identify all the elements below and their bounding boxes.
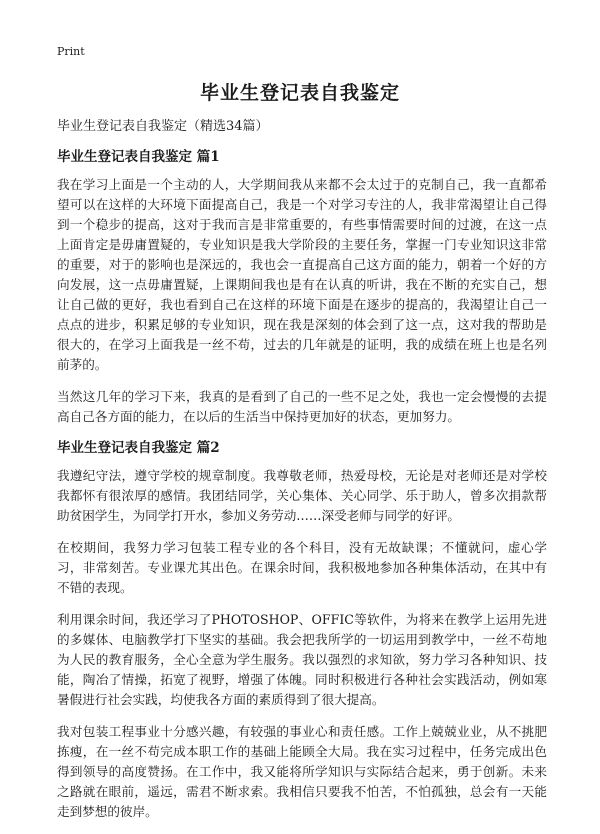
document-body xyxy=(57,118,547,834)
section-1-paragraph-1: 我在学习上面是一个主动的人，大学期间我从来都不会太过于的克制自己，我一直都希望可以在这样的大环境下面提高自己，我是一个对学习专注的人，我非常渴望让自己得到一个稳步的提高，这对于我而言是非常重要的，有些事情需要时间的过渡，在这一点上面肯定是毋庸置疑的，专业知识是我大学阶段的主要任务，掌握一门专业知识这非常的重要，对于的影响也是深远的，我也会一直提高自己这方面的能力，朝着一个好的方向发展，这一点毋庸置疑，上课期间我也是有在认真的听讲，我在不断的充实自己，想让自己做的更好，我也看到自己在这样的环境下面是在逐步的提高的，我渴望让自己一点点的进步，积累足够的专业知识，现在我是深刻的体会到了这一点，这对我的帮助是很大的，在学习上面我是一丝不苟，过去的几年就是的证明，我的成绩在班上也是名列前茅的。 xyxy=(57,177,547,372)
section-2-paragraph-4: 我对包装工程事业十分感兴趣，有较强的事业心和责任感。工作上兢兢业业，从不挑肥拣瘦，在一丝不苟完成本职工作的基础上能顾全大局。我在实习过程中，任务完成出色得到领导的高度赞扬。在工作中，我又能将所学知识与实际结合起来，勇于创新。未来之路就在眼前，遥远，需君不断求索。我相信只要我不怕苦，不怕孤独，总会有一天能走到梦想的彼岸。 xyxy=(57,724,547,819)
document-title: 毕业生登记表自我鉴定 xyxy=(199,82,400,104)
print-link[interactable]: Print xyxy=(57,45,85,58)
section-2-paragraph-3: 利用课余时间，我还学习了PHOTOSHOP、OFFIC等软件，为将来在教学上运用先进的多媒体、电脑教学打下坚实的基础。我会把我所学的一切运用到教学中，一丝不苟地为人民的教育服务，全心全意为学生服务。我以强烈的求知欲，努力学习各种知识、技能，陶冶了情操，拓宽了视野，增强了体魄。同时积极进行各种社会实践活动，例如寒暑假进行社会实践，均使我各方面的素质得到了很大提高。 xyxy=(57,612,547,707)
section-heading-2: 毕业生登记表自我鉴定 篇2 xyxy=(57,440,220,456)
document-subtitle: 毕业生登记表自我鉴定（精选34篇） xyxy=(57,119,269,134)
section-2-paragraph-1: 我遵纪守法，遵守学校的规章制度。我尊敬老师，热爱母校，无论是对老师还是对学校我都怀有很浓厚的感情。我团结同学，关心集体、关心同学、乐于助人，曾多次捐款帮助贫困学生，为同学打开水，参加义务劳动……深受老师与同学的好评。 xyxy=(57,468,547,523)
section-2-paragraph-2: 在校期间，我努力学习包装工程专业的各个科目，没有无故缺课；不懂就问，虚心学习，非常刻苦。专业课尤其出色。在课余时间，我积极地参加各种集体活动，在其中有不错的表现。 xyxy=(57,540,547,595)
section-1-paragraph-2: 当然这几年的学习下来，我真的是看到了自己的一些不足之处，我也一定会慢慢的去提高自己各方面的能力，在以后的生活当中保持更加好的状态，更加努力。 xyxy=(57,389,547,424)
section-heading-1: 毕业生登记表自我鉴定 篇1 xyxy=(57,149,220,165)
